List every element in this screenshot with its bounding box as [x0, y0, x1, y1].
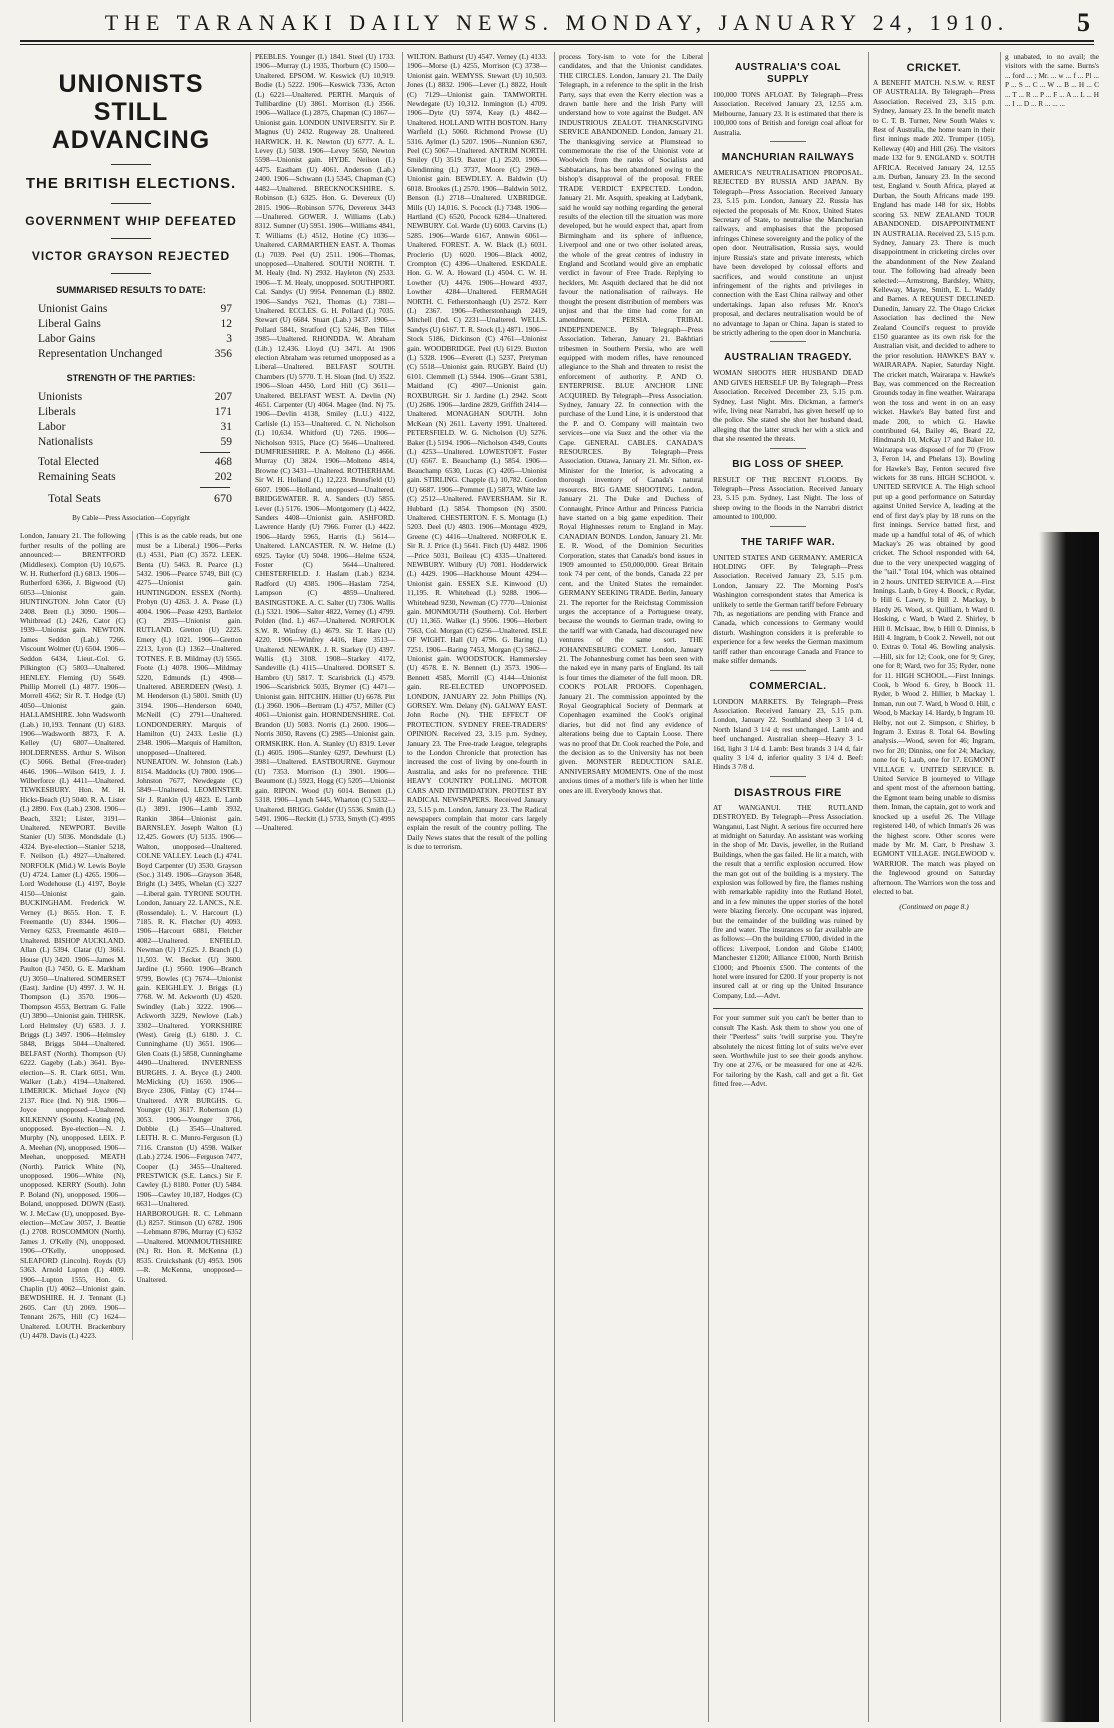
- remaining-value: 202: [214, 471, 232, 483]
- summary-value: 97: [220, 303, 232, 315]
- tariff-war-heading: THE TARIFF WAR.: [741, 536, 835, 548]
- column-results-3: [402, 52, 551, 1722]
- summary-value: 356: [214, 348, 232, 360]
- summary-value: 3: [226, 333, 232, 345]
- strength-row: [20, 435, 242, 450]
- manchurian-railways-text: AMERICA'S NEUTRALISATION PROPOSAL. REJECTED BY RUSSIA AND JAPAN. By Telegraph—Press Association. Received January 23, 5.15 p.m. London, January 22. Russia has rejected the proposals of Mr. Knox, United States Secretary of State, to neutralise the Manchurian railways, and emphasises that the proposed infringes Chinese sovereignty and the policy of the open door. Neutralisation, Russia says, would injure Russia's state and private interests, which have been developed by colossal efforts and sacrifices, and would constitute an unjust infringement of the rights and privileges in connection with the East China railway and other undertakings. Japan also refuses Mr. Knox's proposal, and declares neutralisation would be of no advantage to Japan or China. Japan is stated to be strictly adhering to the open door in Manchuria.: [713, 168, 863, 337]
- burnt-page-edge: [1039, 532, 1099, 1722]
- summary-label: Unionist Gains: [38, 303, 108, 315]
- manchurian-railways-heading: MANCHURIAN RAILWAYS: [721, 152, 855, 164]
- coal-supply-text: 100,000 TONS AFLOAT. By Telegraph—Press Association. Received January 23, 12.55 a.m. Melbourne, January 23. It is estimated that there is 100,000 tons of British and foreign coal afloat for Australia.: [713, 90, 863, 137]
- strength-value: 207: [214, 391, 232, 403]
- column-cricket: [868, 52, 999, 1722]
- summary-value: 12: [220, 318, 232, 330]
- coal-supply-heading: AUSTRALIA'S COAL SUPPLY: [735, 62, 841, 85]
- sum-rule: [200, 487, 230, 488]
- column-results-2: [250, 52, 399, 1722]
- total-elected-row: [20, 455, 242, 470]
- summary-row: [20, 332, 242, 347]
- newspaper-title: THE TARANAKI DAILY NEWS. MONDAY, JANUARY 24, 1910.: [104, 10, 1010, 35]
- strength-value: 31: [220, 421, 232, 433]
- results-text: WILTON. Bathurst (U) 4547. Verney (L) 4133. 1906—Morse (L) 4255, Morrison (C) 3738—Unionist gain. WEMYSS. Stewart (U) 10,503. Jones (L) 8832. 1906—Lever (L) 8822, Hoult (C) 7129—Unionist gain. TAMWORTH. Newdegate (U) 10,312. Inmington (L) 4709. 1906—Dyte (U) 5974, Keay (L) 4842—Unaltered. HOLLAND WITH BOSTON. Harry Warfield (L) 5060. Richmond Prowse (U) 5316. Aylmer (L) 5207. 1906—Nunnion 6367, Peel (C) 5067—Unaltered. ANTRIM NORTH. Smiley (U) 3519. Baxter (L) 2520. 1906—Glendinning (L) 3737, Moore (C) 2969—Unionist gain. BEWDLEY. A. Baldwin (U) 6018. Brookes (L) 2570. 1906—Baldwin 5012, Benson (L) 2718—Unaltered. UXBRIDGE. Mills (U) 14,016. S. Pocock (L) 7348. 1906—Hartland (C) 6520, Pocock 6284—Unaltered. NEWBURY. Col. Warde (U) 6003. Carvins (L) 5285. 1906—Warde 6167, Annwin 6061—Unaltered. FOREST. A. W. Black (L) 6031. Proclerio (U) 6020. 1906—Black 4002, Crompton (C) 4396—Unaltered. ESKDALE. Hon. G. W. A. Howard (L) 4504. C. W. H. Lowther (U) 4476. 1906—Howard 4937, Lowther 4284—Unaltered. FERMAGH NORTH. C. Fetherstonhaugh (U) 2572. Kerr (L) 2367. 1906—Fetherstonhaugh 2419, Mitchell (Ind. C) 2231—Unaltered. WELLS. Sandys (U) 6167. T. R. Stock (L) 4871. 1906—Stock 5186, Dickinson (C) 4761—Unionist gain. WOODBRIDGE. Peel (U) 6129. Buxton (L) 5328. 1906—Everett (L) 5237, Pretyman (C) 5518—Unionist gain. RUGBY. Baird (U) 6101. Clemmell (L) 5944. 1906—Grant 5381, Maitland (C) 4907—Unionist gain. ROXBURGH. Sir J. Jardine (L) 2942. Scott (U) 2686. 1906—Jardine 2829, Griffith 2414—Unaltered. MONAGHAN SOUTH. John McKean (N) 2611. Laverty 1991. Unaltered. PETERSFIELD. W. G. Nicholson (U) 5276. Baker (L) 5194. 1906—Nicholson 4349, Coutts (L) 4253—Unaltered. LOWESTOFT. Foster (U) 6567. E. Beauchamp (L) 5854. 1906—Beauchamp 6530, Lucas (C) 4205—Unionist gain. STIRLING. Chapple (L) 10,782. Gordon (U) 6687. 1906—Pommer (L) 5873, White law (C) 2512—Unaltered. FAVERSHAM. Sir R. Hubbard (L) 5854. Thompson (N) 3500. Unaltered. CHESTERTON. F. S. Montagu (L) 5203. Deel (U) 4803. 1906—Montagu 4929, Greene (C) 4416—Unaltered. NORFOLK E. Sir R. J. Price (L) 5641. Fitch (U) 4482. 1906—Price 5031, Boileau (C) 4335—Unaltered. NEWBURY. Wilbury (U) 7081. Hodderwick (L) 4429. 1906—Hackhouse Mount 4294—Unionist gain. ESSEX S.E. Kinwood (U) 11,195. R. Whitehead (L) 9288. 1906—Whitehead 9230, Newman (C) 7770—Unionist gain. MONMOUTH (Southern). Col. Herbert (U) 11,365. Walker (L) 9506. 1906—Herbert 7563, Col. Morgan (C) 6256—Unaltered. ISLE OF WIGHT. Hall (U) 4796. G. Baring (L) 7251. 1906—Baring 7453, Morgan (C) 5862—Unionist gain. WOODSTOCK. Hammersley (U) 4578. E. N. Bennett (L) 3573. 1906—Bennett 4585, Morrill (C) 4144—Unionist gain. RE-ELECTED UNOPPOSED. LONDON, JANUARY 22. John Phillips (N). GORSEY. Wm. Delany (N). GALWAY EAST. John Roche (N). THE EFFECT OF PROTECTION. SYDNEY FREE-TRADERS' OPINION. Received 23, 3.15 p.m. Sydney, January 23. The Free-trade League, telegraphs to the London Chronicle that protection has increased the cost of living by one-fourth in Australia, and asks for no preference. THE HEAVY COUNTRY POLLING. MOTOR CARS AND INTIMIDATION. PROTEST BY RADICAL NEWSPAPERS. Received January 23, 5.15 p.m. London, January 23. The Radical newspapers complain that motor cars largely explain the result of the country polling. The Daily News states that the result of the polling is due to terrorism.: [407, 52, 547, 852]
- tariff-war-text: UNITED STATES AND GERMANY. AMERICA HOLDING OFF. By Telegraph—Press Association. Received January 23, 5.15 p.m. London, January 22. The Morning Post's Washington correspondent states that America is unlikely to settle the German tariff before February 7th, as negotiations are pending with France and Canada, which concessions to Germany would disturb. Washington considers it is preferable to experience for a few weeks the German maximum tariff rather than encourage Canada and France to make stiffer demands.: [713, 552, 863, 666]
- divider: [770, 448, 806, 449]
- newspaper-page: [20, 52, 1099, 1722]
- sheep-loss-heading: BIG LOSS OF SHEEP.: [732, 458, 844, 470]
- summary-label: Representation Unchanged: [38, 348, 163, 360]
- column-australia: [708, 52, 867, 1722]
- strength-label: Unionists: [38, 391, 83, 403]
- strength-table: [20, 390, 242, 506]
- page-number: 5: [1077, 8, 1090, 37]
- australian-tragedy-heading: AUSTRALIAN TRAGEDY.: [724, 352, 852, 364]
- column-elections: [20, 52, 246, 1722]
- sum-rule: [200, 452, 230, 453]
- main-headline: UNIONISTS STILL ADVANCING: [51, 70, 211, 154]
- strength-label: Nationalists: [38, 436, 93, 448]
- advertisement: [713, 1008, 863, 1088]
- results-text: PEEBLES. Younger (L) 1841. Steel (U) 1733. 1906—Murray (L) 1935, Thorburn (C) 1500—Unaltered. EPSOM. W. Keswick (U) 10,919. Bodie (L) 5222. 1906—Keswick 7336, Acton (L) 6221—Unaltered. PERTH. Marquis of Tullibardine (U) 3861. Morrison (L) 3566. 1906—Wallace (L) 2875, Chapman (C) 1867—Unionist gain. LONDON UNIVERSITY. Sir P. Magnus (U) 2432. Rugeway 28. Unaltered. HARWICK. H. K. Newton (U) 6777. A. L. Levey (L) 5038. 1906—Levey 5650, Newton 5598—Unionist gain. HYDE. Neilson (L) 4475. Eastham (U) 4061. Anderson (Lab.) 2400. 1906—Schwann (L) 5345, Chapman (C) 4482—Unaltered. BRECKNOCKSHIRE. S. Robinson (L) 6325. Hon. G. Devereux (U) 2815. 1906—Robinson 5776, Devereux 3443—Unaltered. GOWER. J. Williams (Lab.) 8312. Sumner (U) 5951. 1906—Williams 4841, T. Williams (L) 4512, Hotine (C) 1036—Unaltered. CARMARTHEN EAST. A. Thomas (L) 7039. Peel (U) 2511. 1906—Thomas, unopposed—Unaltered. SOUTH NORTH. T. M. Healy (Ind. N) 2932. Hayleton (N) 2533. 1906—T. M. Healy, unopposed. SOUTHPORT. Cal. Sandys (U) 9954. Penneman (L) 8802. 1906—Sandys 7621, Thomas (L) 7381—Unaltered. ECCLES. G. H. Pollard (L) 7035. Stewart (U) 6684. Stuart (Lab.) 3437. 1906—Pollard 5841, Stratford (C) 5246, Ben Tillet 3985—Unaltered. RHONDDA. W. Abraham (Lib.) 12,436. Lloyd (U) 3471. At 1906 election Abraham was returned unopposed as a Liberal—Unaltered. BELFAST SOUTH. Chambers (U) 5770. T. H. Sloan (Ind. U) 3522. 1906—Sloan 4450, Lord Hill (C) 3611—Unaltered. BELFAST WEST. A. Devlin (N) 4651. Carpenter (U) 4064. Magee (Ind. N) 75. 1906—Devlin 4138, Smiley (L.U.) 4122, Carlisle (L) 153—Unaltered. C. N. Nicholson (L) 10,634. Whitford (U) 7265. 1906—Nicholson 9315, Place (C) 5646—Unaltered. DUMFRIESHIRE. P. A. Molteno (L) 4666. Murray (U) 3824. 1906—Molteno 4814, Browne (C) 3431—Unaltered. ROTHERHAM. Sir W. H. Holland (L) 12,223. Brunsfield (U) 6607. 1906—Holland, unopposed—Unaltered. BRIDGEWATER. R. A. Sanders (U) 5855. Lever (L) 5176. 1906—Montgomery (L) 4422, Sanders 4408—Unionist gain. ASHFORD. Lawrence Hardy (U) 7966. Forrer (L) 4422. 1906—Hardy 5965, Harris (L) 5614—Unaltered. LANCASTER. N. W. Helme (L) 6925. Taylor (U) 5048. 1906—Helme 6524, Foster (C) 5644—Unaltered. CHESTERFIELD. J. Haslam (Lab.) 8234. Radford (U) 4385. 1906—Haslam 7254, Lampson (C) 4859—Unaltered. BASINGSTOKE. A. C. Salter (U) 7306. Wallis (L) 5321. 1906—Salter 4822, Verney (L) 4799. Polden (Ind. L) 467—Unaltered. NORFOLK S.W. R. Winfrey (L) 4679. Sir T. Hare (U) 4220. 1906—Winfrey 4416, Hare 3513—Unaltered. NEWARK. J. R. Starkey (U) 4397. Wallis (L) 3108. 1908—Starkey 4172, Sandeville (L) 4115—Unaltered. DORSET S. Hambro (U) 5817. T. Scarisbrick (L) 4579. 1906—Scarisbrick 5035, Brymer (C) 4471—Unionist gain. HITCHIN. Hillier (U) 6678. Pitt (L) 3960. 1906—Bertram (L) 4757, Miller (C) 4061—Unionist gain. HORNDENSHIRE. Col. Brandon (U) 5083. Norris (L) 2600. 1906—Norris 3050, Ravens (C) 2985—Unionist gain. ORMSKIRK. Hon. A. Stanley (U) 8319. Lever (L) 4605. 1906—Stanley 6297, Dewhurst (L) 3981—Unaltered. EASTBOURNE. Guymour (U) 7353. Morrison (L) 3901. 1906—Beaumont (L) 5923, Hogg (C) 5205—Unionist gain. RIPON. Wood (U) 6014. Bennett (L) 5318. 1906—Lynch 5445, Wharton (C) 5332—Unaltered. BRIGG. Golder (U) 5536. Smith (L) 5491. 1906—Reckitt (L) 5733, Smyth (C) 4995—Unaltered.: [255, 52, 395, 833]
- divider: [770, 341, 806, 342]
- divider: [111, 203, 151, 204]
- strength-value: 171: [214, 406, 232, 418]
- masthead-rule: [20, 44, 1094, 45]
- divider: [770, 776, 806, 777]
- continued-note: (Continued on page 8.): [899, 902, 969, 912]
- results-text-left: London, January 21. The following further results of the polling are announced:— BRENTFORD (Middlesex). Compton (U) 10,675. W. H. Rutherford (L) 6813. 1906—Rutherford 6366, J. Bigwood (U) 6053—Unionist gain. HUNTINGTON. John Cator (U) 2408. Brett (L) 3090. 1906—Whitbread (L) 2426, Cator (C) 1939—Unionist gain. NEWTON. James Seddon (Lab.) 7266. Viscount Wolmer (U) 6504. 1906—Seddon 6434, Lieut.-Col. G. Pilkington (C) 5803—Unaltered. HENLEY. Fleming (U) 5649. Phillip Morrell (L) 4877. 1906—Morrell 4562; Sir R. T. Hodge (U) 4050—Unionist gain. HALLAMSHIRE. John Wadsworth (Lab.) 10,193. Tennant (U) 6183. 1906—Wadsworth 8873, F. A. Kelley (U) 6807—Unaltered. HOLDERNESS. Arthur S. Wilson (C) 5066. Bethal (Free-trader) 4646. 1906—Wilson 6419, J. J. Wilberforce (L) 4411—Unaltered. TEWKESBURY. Hon. M. H. Hicks-Beach (U) 5040. R. A. Lister (L) 2890. Fox (Lab.) 2308. 1906—Beach, 3321; Lister, 3191—Unaltered. NEWPORT. Beville Stanier (U) 5036. Mondsdale (L) 4324. Bye-election—Stanier 5218, F. Neilson (L) 4927—Unaltered. NORFOLK (Mid.) W. Lewis Boyle (U) 4724. Lamer (L) 4265. 1906—Lord Wodehouse (L) 4197, Boyle 4150—Unionist gain. BUCKINGHAM. Frederick W. Verney (L) 8655. Hon. T. F. Freemantle (U) 8344. 1906—Verney 6253, Freemantle 4610—Unaltered. BISHOP AUCKLAND. Allan (L) 5394. Clatar (U) 3661. House (U) 3420. 1906—James M. Paulton (L) 7450, G. E. Markham (U) 3050—Unaltered. SOMERSET (East). Jardine (U) 4997. J. W. H. Thompson (L) 3570. 1906—Thompson 4553, Bertram G. Falle (U) 3890—Unionist gain. THIRSK. Lord Helmsley (U) 6583. J. J. Briggs (L) 3497. 1906—Helmsley 5848, Briggs 5044—Unaltered. BELFAST (North). Thompson (U) 6222. Gageby (Lab.) 3641. Bye-election—S. R. Clark 6051, Wm. Walker (Lab.) 4194—Unaltered. LIMERICK. Michael Joyce (N) 2137. Rice (Ind. N) 918. 1906—Joyce unopposed—Unaltered. KILKENNY (South). Keating (N), unopposed. Bye-election—N. J. Murphy (N), unopposed. LEIX. P. A. Meehan (N), unopposed. 1906—Meehan, unopposed. MEATH (North). Patrick White (N), unopposed. 1906—White (N), unopposed. KERRY (South). John P. Boland (N), unopposed. 1906—Boland, unopposed. DOWN (East). W. J. McCaw (U), unopposed. Bye-election—McCaw 3057, J. Beattie (L) 2708. ROSCOMMON (North). James J. O'Kelly (N), unopposed. 1906—O'Kelly, unopposed. SLEAFORD (Lincoln). Royds (U) 5363. Arnold Lupton (L) 4009. 1906—Lupton 1555, Hon. G. Chaplin (U) 4062—Unionist gain. BEWDSHIRE. H. J. Tennant (L) 2605. Carr (U) 2069. 1906—Tennant 2675, Hill (C) 1624—Unaltered. LOUTH. Brackenbury (U) 4478. Davis (L) 4223.: [20, 531, 126, 1340]
- strength-row: [20, 390, 242, 405]
- divider: [770, 670, 806, 671]
- divider: [111, 164, 151, 165]
- column-edge: [1000, 52, 1099, 1722]
- byline: By Cable—Press Association—Copyright: [72, 514, 190, 522]
- summary-row: [20, 347, 242, 362]
- remaining-label: Remaining Seats: [38, 471, 116, 483]
- strength-row: [20, 405, 242, 420]
- divider: [111, 273, 151, 274]
- total-value: 468: [214, 456, 232, 468]
- divider: [111, 238, 151, 239]
- australian-tragedy-text: WOMAN SHOOTS HER HUSBAND DEAD AND GIVES HERSELF UP. By Telegraph—Press Association. Received December 23, 5.15 p.m. Sydney, Last Night. Mrs. Dickman, a farmer's wife, living near Narrabri, has given herself up to the police. She stated she shot her husband dead, alleging that the latter struck her with a stick and that she resented the threats.: [713, 368, 863, 444]
- commercial-heading: COMMERCIAL.: [749, 680, 827, 692]
- summary-row: [20, 302, 242, 317]
- strength-value: 59: [220, 436, 232, 448]
- summary-label: Liberal Gains: [38, 318, 101, 330]
- strength-label: Liberals: [38, 406, 76, 418]
- cricket-text: A BENEFIT MATCH. N.S.W. v. REST OF AUSTRALIA. By Telegraph—Press Association. Received 23, 3.15 p.m. Sydney, January 23. In the benefit match to C. T. B. Turner, New South Wales v. Rest of Australia, the home team in their first innings made 202. Trumper (105), Kelleway (40) and Hill (26). The visitors made 132 for 9. ENGLAND v. SOUTH AFRICA. Received January 24, 12.55 a.m. Durban, January 23. In the second test, England v. South Africa, played at Durban, the South Africans made 199. England has made 148 for six, Hobbs scoring 53. NEW ZEALAND TOUR ABANDONED. DISAPPOINTMENT IN AUSTRALIA. Received 23, 5.15 p.m. Sydney, January 23. There is much disappointment in cricketing circles over the abandonment of the New Zealand tour. The following had already been selected:—Armstrong, Bardsley, Whitty, Kelleway, Mayne, Smith, E. L. Waddy and Barnes. A REQUEST DECLINED. Dunedin, January 22. The Otago Cricket Association has declined the New Zealand Council's request to provide £150 guarantee as its own risk for the Australian visit, and decided to adhere to the prior resolution. HAWKE'S BAY v. WAIRARAPA. Napier, Saturday Night. The cricket match, Wairarapa v. Hawke's Bay, was commenced on the Recreation Grounds today in fine weather. Wairarapa won the toss and went in on an easy wicket. Hawke's Bay batted first and made 200, to which G. Hawke contributed 64, Bailey 46, Beard 22, Hindmarsh 10, McKay 17 and Baker 10. Wairarapa was disposed of for 70 (Frow 3, Feron 14, and Phelans 13). Bowling for Hawke's Bay, Fenton secured five wickets for 38 runs. HIGH SCHOOL v. UNITED SERVICE A. The High school put up a good performance on Saturday against United Service A, leading at the end of first day's play by 18 runs on the first innings. Service batted first, and made up a handful total of 46, of which Mackay's 26 was obtained by good cricket. The School responded with 64, due to the very unexpected wagging of the "tail." Total 104, which was obtained in 2 hours. UNITED SERVICE A.—First Innings. Laub, b Grey 4. Boock, c Rydar, b Hill 6. Lawry, b Hill 2. Mackay, b Hardy 26. Wood, st. Quilliam, b Ward 0. Hosking, c Ward, b Ward 2. Shirley, b Hill 0. McIsaac, lbw, b Hill 0. Dinniss, b Hill 4. Ingram, b Cook 2. Newell, not out 0. Extras 0. Total 46. Bowling analysis.—Hill, six for 12; Cook, one for 9; Grey, one for 8; Ward, two for 35; Ryder, none for 11. HIGH SCHOOL.—First Innings. Cook, b Wood 6. Grey, b Boock 11. Ryder, b Wood 2. Hillier, b Mackay 1. Inman, run out 7. Ward, b Wood 0. Hill, c Wood, b Mackay 14. Hardy, b Ingram 10. Helby, not out 2. Simpson, c Shirley, b Ingram 3. Extras 8. Total 64. Bowling analysis.—Wood, seven for 46; Ingram, two for 20; Dinniss, one for 24; Mackay, none for 6; Laub, one for 17. EGMONT VILLAGE v. UNITED SERVICE B. United Service B journeyed to Village and spent most of the afternoon batting, the Egmont team being unable to dismiss them. Inman, the captain, got to work and knocked up a useful 26. The Village registered 140, of which Inman's 26 was the highest score. Other scores were made by Mr. M. Carr, b Preshaw 3. EGMONT VILLAGE. INGLEWOOD v. WARRIOR. The match was played on the Inglewood ground on Saturday afternoon. The Warriors won the toss and elected to bat.: [873, 78, 995, 896]
- total-seats-label: Total Seats: [48, 491, 101, 505]
- strength-title: STRENGTH OF THE PARTIES:: [66, 373, 196, 383]
- remaining-row: [20, 470, 242, 485]
- disastrous-fire-heading: DISASTROUS FIRE: [734, 786, 842, 799]
- total-seats-row: [20, 490, 242, 506]
- summary-title: SUMMARISED RESULTS TO DATE:: [56, 285, 206, 295]
- strength-row: [20, 420, 242, 435]
- sheep-loss-text: RESULT OF THE RECENT FLOODS. By Telegraph—Press Association. Received January 23, 5.15 p.m. Sydney, Last Night. The loss of sheep owing to the floods in the Narrabri district amounted to 100,000.: [713, 474, 863, 522]
- disastrous-fire-text: AT WANGANUI. THE RUTLAND DESTROYED. By Telegraph—Press Association. Wanganui, Last Night. A serious fire occurred here at midnight on Saturday. An assistant was working in the shop of Mr. Davis, jeweller, in the Rutland Buildings, when the gas failed. He lit a match, with the result that a terrific explosion occurred. How the man got out of the building is a mystery. The explosion was followed by fire, the flames rushing with remarkable rapidity into the Rutland Hotel, and in a few minutes the upper stories of the hotel were blazing fiercely. One occupant was injured, but the remainder of the building was ruined by fire and water. The insurances so far available are as follows:—On the building £7000, divided in the offices: Liverpool, London and Globe £1400; Manchester £1200; Alliance £1000, North British £1000; and Phoenix £500. The contents of the hotel were insured for £200. If your property is not insured call at or ring up the United Insurance Company, Ltd.—Advt.: [713, 802, 863, 1000]
- advertisement-text: For your summer suit you can't be better than to consult The Kash. Ask them to show you one of their "Peerless" suits 'twill surprise you. They're absolutely the nicest fitting lot of suits we've ever seen. Worthwhile just to see their goods anyhow. Try one at 27/6, or be measured for one at 42/6. For tailoring by the Kash, call and get a fit. Get fitted free.—Advt.: [713, 1013, 863, 1089]
- divider: [770, 141, 806, 142]
- edge-text: g unabated, to no avail; the visitors with the same. Burns's ... ford ... ; Mr. ... w ... f ... Pl ... P ... S ... C ... W ... B ... H ... C ... T ... R ... P ... F ... A ... L ... H ... I ... D ... R ... ... ...: [1005, 52, 1099, 109]
- total-seats-value: 670: [214, 491, 232, 505]
- summary-row: [20, 317, 242, 332]
- summary-label: Labor Gains: [38, 333, 96, 345]
- subheadline: THE BRITISH ELECTIONS.: [25, 175, 237, 192]
- news-text: process Tory-ism to vote for the Liberal candidates, and that the Unionist candidates. THE CIRCLES. London, January 21. The Daily Telegraph, in a reference to the split in the Irish Party, says that even the Kerry election was a drawn battle here and the Irish Party will understand how to vote against the Budget. AN INDUSTRIOUS ZEALOT. THANKSGIVING SERVICE ABANDONED. London, January 21. The thanksgiving service at Plumstead to commemorate the rise of the Unionist vote at Woolwich from the ranks of Socialists and Sabbatarians, has been abandoned owing to the bishop's disapproval of the proposal. FREE TRADE VERDICT EXPECTED. London, January 21. Mr. Asquith, speaking at Ladybank, said he would say nothing regarding the general results of the election till the situation was more developed, but he would expect that, apart from Birmingham and its sphere of influence, Liverpool and one or two other isolated areas, the whole of the great centres of industry in England and Scotland would give an emphatic verdict in favour of Free Trade. Replying to hecklers, Mr. Asquith declared that he did not favour the nationalisation of railways. He thought the present distribution of members was unjust and that the time had come for an amendment. PERSIA. TRIBAL INDEPENDENCE. By Telegraph—Press Association. Teheran, January 21. Bakhtiari tribesmen in Southern Persia, who are well equipped with modern rifles, have renounced allegiance to the Shah and threaten to resist the enforcement of authority. P. AND O. ENTERPRISE. BLUE ANCHOR LINE ACQUIRED. By Telegraph—Press Association. Sydney, January 22. In connection with the purchase of the Lund Line, it is understood that the P. and O. Company will maintain two services—one via Suez and the other via the Cape. GENERAL CABLES. CANADA'S RESOURCES. By Telegraph—Press Association. Ottawa, January 21. Mr. Sifton, ex-Minister for the Interior, is advocating a thorough inventory of Canada's natural resources. BIG GAME SHOOTING. London, January 21. The Duke and Duchess of Connaught, Prince Arthur and Princess Patricia have started on a big game expedition. Their Royal Highnesses return to England in May. CANADIAN BONDS. London, January 21. Mr. E. R. Wood, of the Dominion Securities Corporation, states that Canada's bond issues in 1909 amounted to £50,000,000. Great Britain took 74 per cent, of the bonds, Canada 22 per cent, and the United States the remainder. GERMANY SEEKING TRADE. Berlin, January 21. The reporter for the Reichstag Commission urges the acceptance of a Portuguese treaty, because the wounds to German trade, owing to the tariff war with Canada, had discouraged new ventures of the same sort. THE JOHANNESBURG COMET. London, January 21. The Johannesburg comet has been seen with the naked eye in many parts of England. Its tail is four times the diameter of the full moon. DR. COOK'S POLAR PROOFS. Copenhagen, January 21. The commission appointed by the Royal Geographical Society of Denmark at Copenhagen examined the Cook's original diaries, but did not find any evidence of alterations being due to Captain Loose. There was no proof that Dr. Cook reached the Pole, and the decision as to the University has not been given. MONSTER REDUCTION SALE. ANNIVERSARY MOMENTS. One of the most anxious times of a mother's life is when her little ones are ill. Everybody knows that.: [559, 52, 703, 795]
- column-general-cables: [554, 52, 707, 1722]
- deck-government-whip: GOVERNMENT WHIP DEFEATED: [25, 214, 237, 228]
- results-text-right: (This is as the cable reads, but one must be a Liberal.) 1906—Perks (L) 4531, Piatt (C) 3572. LEEK. Benta (U) 5463. R. Pearce (L) 5432. 1906—Pearce 5749, Bill (C) 4275—Unionist gain. HUNTINGDON. ESSEX (North). Probyn (U) 4263. J. A. Pease (L) 4004. 1906—Pease 4293, Bartlelot (C) 2935—Unionist gain. RUTLAND. Gretton (U) 2225. Emery (L) 1021. 1906—Gretton 2213, Lyon (L) 1362—Unaltered. TOTNES. F. B. Mildmay (U) 5565. Foote (L) 4078. 1906—Mildmay 5220, Edmunds (L) 4908—Unaltered. ABERDEEN (West). J. M. Henderson (L) 5801. Smith (U) 3194. 1906—Henderson 6040, McNeill (C) 2791—Unaltered. LONDONDERRY. Marquis of Hamilton (U) 2433. Leslie (L) 2348. 1906—Marquis of Hamilton, unopposed—Unaltered. NUNEATON. W. Johnston (Lab.) 8154. Maddocks (U) 7800. 1906—Johnston 7677, Newdegate (C) 5849—Unaltered. LEOMINSTER. Sir J. Rankin (U) 4823. E. Lamb (L) 3891. 1906—Lamb 3932, Rankin 3864—Unionist gain. BARNSLEY. Joseph Walton (L) 12,425. Gowers (U) 5135. 1906—Walton, unopposed—Unaltered. COLNE VALLEY. Leach (L) 4741. Boyd Carpenter (U) 3530. Grayson (Soc.) 3149. 1906—Grayson 3648, Bright (L) 3495, Whelan (C) 3227—Liberal gain. TYRONE SOUTH. London, January 22. LANCS., N.E. (Rossendale). L. V. Harcourt (L) 7185. R. K. Fletcher (U) 4093. 1906—Harcourt 6881, Fletcher 4082—Unaltered. ENFIELD. Newman (U) 17,625. J. Branch (L) 11,503. W. Becket (U) 3600. Jardine (L) 9560. 1906—Branch 9799, Bowles (C) 7674—Unionist gain. KEIGHLEY. J. Briggs (L) 7768. W. M. Ackworth (U) 4520. Swindley (Lab.) 3222. 1906—Ackworth 3229, Newlove (Lab.) 3302—Unaltered. YORKSHIRE (West). Greig (L) 6180. J. C. Cunninghame (U) 3651. 1906—Glen Coats (L) 5858, Cunninghame 4490—Unaltered. INVERNESS BURGHS. J. A. Bryce (L) 2400. McMicking (U) 1650. 1906—Bryce 2306, Finlay (C) 1744—Unaltered. AYR BURGHS. G. Younger (U) 3617. Robertson (L) 3053. 1906—Younger 3766, Dobbie (L) 3545—Unaltered. LEITH. R. C. Munro-Ferguson (L) 7116. Cranston (U) 4598. Walker (Lab.) 2724. 1906—Ferguson 7477, Cooper (L) 3455—Unaltered. PRESTWICK (S.E. Lancs.) Sir F. Cawley (L) 8180. Potter (U) 5484. 1906—Cawley 10,187, Hodges (C) 6631—Unaltered. HARBOROUGH. R. C. Lehmann (L) 8257. Stimson (U) 6782. 1906—Lehmann 8786, Murray (C) 6352—Unaltered. MONMOUTHSHIRE (N.) Rt. Hon. R. McKenna (L) 8535. Cruickshank (U) 4953. 1906—R. McKenna, unopposed—Unaltered.: [132, 531, 243, 1340]
- total-label: Total Elected: [38, 456, 99, 468]
- summary-table: [20, 302, 242, 362]
- commercial-text: LONDON MARKETS. By Telegraph—Press Association. Received January 23, 5.15 p.m. London, January 22. Southland sheep 3 1/4 d, North Island 3 1/4 d; rest unchanged. Lamb and beef unchanged. Australian sheep—Heavy 3 1-16d, light 3 1/4 d. Lamb: Best brands 3 1/4 d, fair quality 3 1/4 d, inferior quality 3 1/4 d. Beef: Hinds 3 7/8 d.: [713, 696, 863, 772]
- divider: [770, 526, 806, 527]
- cricket-heading: CRICKET.: [906, 62, 962, 74]
- strength-label: Labor: [38, 421, 66, 433]
- deck-grayson: VICTOR GRAYSON REJECTED: [31, 249, 231, 263]
- masthead: [20, 6, 1094, 42]
